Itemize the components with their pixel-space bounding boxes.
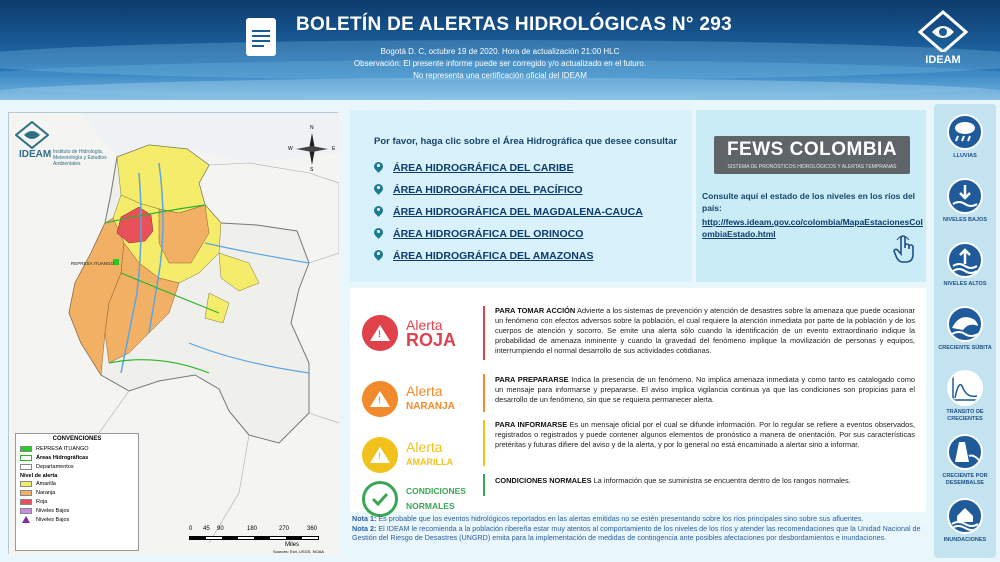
legend-triangle: Niveles Bajos — [20, 515, 134, 524]
alert-levels-panel — [350, 288, 926, 512]
note-1: Nota 1: Es probable que los eventos hidrológicos reportados en las alertas emitidas no se estén presentando sobre los ríos principales sino sobre sus afluentes. — [352, 514, 864, 523]
fews-description: Consulte aquí el estado de los niveles en los ríos del país: — [702, 191, 916, 213]
legend-level: Niveles Bajos — [20, 506, 134, 515]
compass-west: W — [288, 146, 293, 152]
ideam-logo[interactable] — [918, 10, 968, 66]
fews-logo[interactable]: FEWS COLOMBIA SISTEMA DE PRONÓSTICOS HIDROLÓGICOS Y ALERTAS TEMPRANAS — [714, 136, 910, 174]
location-pin-icon — [374, 184, 383, 196]
compass-south: S — [310, 167, 314, 173]
disclaimer-line: No representa una certificación oficial del IDEAM — [413, 71, 587, 80]
sidebar-item-transito-crecientes[interactable]: TRÁNSITO DE CRECIENTES — [934, 366, 996, 428]
map-logo-brand: IDEAM — [19, 149, 52, 160]
observation-line: Observación: El presente informe puede ser corregido y/o actualizado en el futuro. — [353, 59, 647, 68]
area-link-magdalena-cauca[interactable]: ÁREA HIDROGRÁFICA DEL MAGDALENA-CAUCA — [374, 204, 643, 220]
low-levels-icon — [947, 178, 983, 214]
colombia-alert-map[interactable] — [8, 112, 338, 554]
compass-east: E — [332, 146, 336, 152]
area-link-amazonas[interactable]: ÁREA HIDROGRÁFICA DEL AMAZONAS — [374, 248, 593, 264]
sidebar-item-lluvias[interactable]: LLUVIAS — [934, 110, 996, 172]
fews-link[interactable]: http://fews.ideam.gov.co/colombia/MapaEstacionesColombiaEstado.html — [702, 217, 923, 239]
hydro-areas-panel — [350, 110, 692, 282]
legend-level: Roja — [20, 497, 134, 506]
triangle-icon — [22, 516, 30, 523]
ideam-emblem-icon — [918, 10, 968, 52]
rain-icon — [947, 114, 983, 150]
compass-rose — [288, 125, 336, 173]
dam-release-icon — [947, 434, 983, 470]
note-2: Nota 2: El IDEAM le recomienda a la población ribereña estar muy atentos al comportamiento de los niveles de los ríos y atender las recomendaciones que la Unidad Nacional de Gestión del Riesgo de Desastres (UNGRD) emita para la implementación de medidas de contingencia ante posibles afectaciones por desbordamientos e inundaciones. — [352, 523, 921, 542]
location-pin-icon — [374, 162, 383, 174]
notes — [352, 514, 926, 543]
alert-desc-normal: CONDICIONES NORMALES La información que se suministra se encuentra dentro de los rangos normales. — [495, 476, 851, 485]
map-legend — [15, 433, 139, 551]
area-link-caribe[interactable]: ÁREA HIDROGRÁFICA DEL CARIBE — [374, 160, 573, 176]
sidebar-item-niveles-altos[interactable]: NIVELES ALTOS — [934, 238, 996, 300]
sidebar-item-niveles-bajos[interactable]: NIVELES BAJOS — [934, 174, 996, 236]
ideam-emblem-icon — [15, 121, 49, 149]
alert-badge-red: ! Alerta ROJA — [362, 310, 474, 356]
event-type-sidebar — [934, 104, 996, 558]
page-title: BOLETÍN DE ALERTAS HIDROLÓGICAS N° 293 — [296, 14, 732, 35]
alert-desc-red: PARA TOMAR ACCIÓN Advierte a los sistemas de prevención y atención de desastres sobre la amenaza que puede ocasionar un fenómeno con efectos adversos sobre la población, el cual requiere la atención inmediata por parte de la población y de los cuerpos de atención y socorro. Se emite una alerta sólo cuando la identificación de un evento extraordinario indique la probabilidad de amenaza inminente y cuando la gravedad del fenómeno implique la movilización de personas y equipos, interrumpiendo el normal desarrollo de sus actividades cotidianas. — [495, 306, 915, 355]
sidebar-item-creciente-subita[interactable]: CRECIENTE SÚBITA — [934, 302, 996, 364]
compass-icon — [294, 131, 330, 167]
warning-triangle-icon: ! — [362, 315, 398, 351]
map-ideam-logo — [15, 121, 125, 167]
legend-title: CONVENCIONES — [52, 436, 102, 442]
compass-north: N — [310, 125, 314, 131]
legend-item: REPRESA ITUANGO — [20, 444, 134, 453]
legend-level: Naranja — [20, 488, 134, 497]
area-link-orinoco[interactable]: ÁREA HIDROGRÁFICA DEL ORINOCO — [374, 226, 583, 242]
flood-icon — [947, 498, 983, 534]
location-pin-icon — [374, 228, 383, 240]
sidebar-item-creciente-desembalse[interactable]: CRECIENTE POR DESEMBALSE — [934, 430, 996, 492]
flash-flood-icon — [947, 306, 983, 342]
location-pin-icon — [374, 206, 383, 218]
legend-item: Departamentos — [20, 462, 134, 471]
alert-badge-normal: CONDICIONES NORMALES — [362, 476, 474, 522]
high-levels-icon — [947, 242, 983, 278]
legend-level-title: Nivel de alerta — [20, 473, 58, 479]
warning-triangle-icon: ! — [362, 381, 398, 417]
fews-panel — [696, 110, 926, 282]
alert-desc-orange: PARA PREPARARSE Indica la presencia de un fenómeno. No implica amenaza inmediata y como tanto es catalogado como un mensaje para informarse y prepararse. El aviso implica vigilancia continua ya que las condiciones son propicias para el desarrollo de un fenómeno, sin que se requiera permanecer alerta. — [495, 375, 915, 404]
hand-pointer-icon[interactable] — [892, 234, 916, 264]
areas-prompt: Por favor, haga clic sobre el Área Hidrográfica que desee consultar — [374, 136, 678, 147]
header-banner — [0, 0, 1000, 100]
checkmark-icon — [362, 481, 398, 517]
warning-triangle-icon: ! — [362, 437, 398, 473]
location-pin-icon — [374, 250, 383, 262]
area-link-pacifico[interactable]: ÁREA HIDROGRÁFICA DEL PACÍFICO — [374, 182, 583, 198]
map-logo-institute: Instituto de Hidrología, Meteorología y Estudios Ambientales — [53, 149, 107, 167]
flood-transit-icon — [947, 370, 983, 406]
alert-badge-orange: ! Alerta NARANJA — [362, 376, 474, 422]
date-line: Bogotá D. C, octubre 19 de 2020. Hora de actualización 21:00 HLC — [380, 47, 620, 56]
alert-desc-yellow: PARA INFORMARSE Es un mensaje oficial por el cual se difunde información. Por lo regular se refiere a eventos observados, registrados o registrados y puede contener algunos elementos de pronóstico a manera de orientación. Por sus características pretéritas y futuras difiere del aviso y de la alerta, y por lo general no está encaminado a alertar sino a informar. — [495, 420, 915, 449]
alert-badge-yellow: ! Alerta AMARILLA — [362, 432, 474, 478]
legend-level: Amarilla — [20, 479, 134, 488]
legend-item: Áreas Hidrográficas — [20, 453, 134, 462]
reservoir-label: REPRESA ITUANGO — [71, 261, 115, 266]
ideam-logo-text: IDEAM — [925, 54, 961, 66]
sidebar-item-inundaciones[interactable]: INUNDACIONES — [934, 494, 996, 556]
map-scale: 0 45 90 180 270 360 Miles Sources: Esri, USGS, NOAA — [189, 526, 324, 554]
